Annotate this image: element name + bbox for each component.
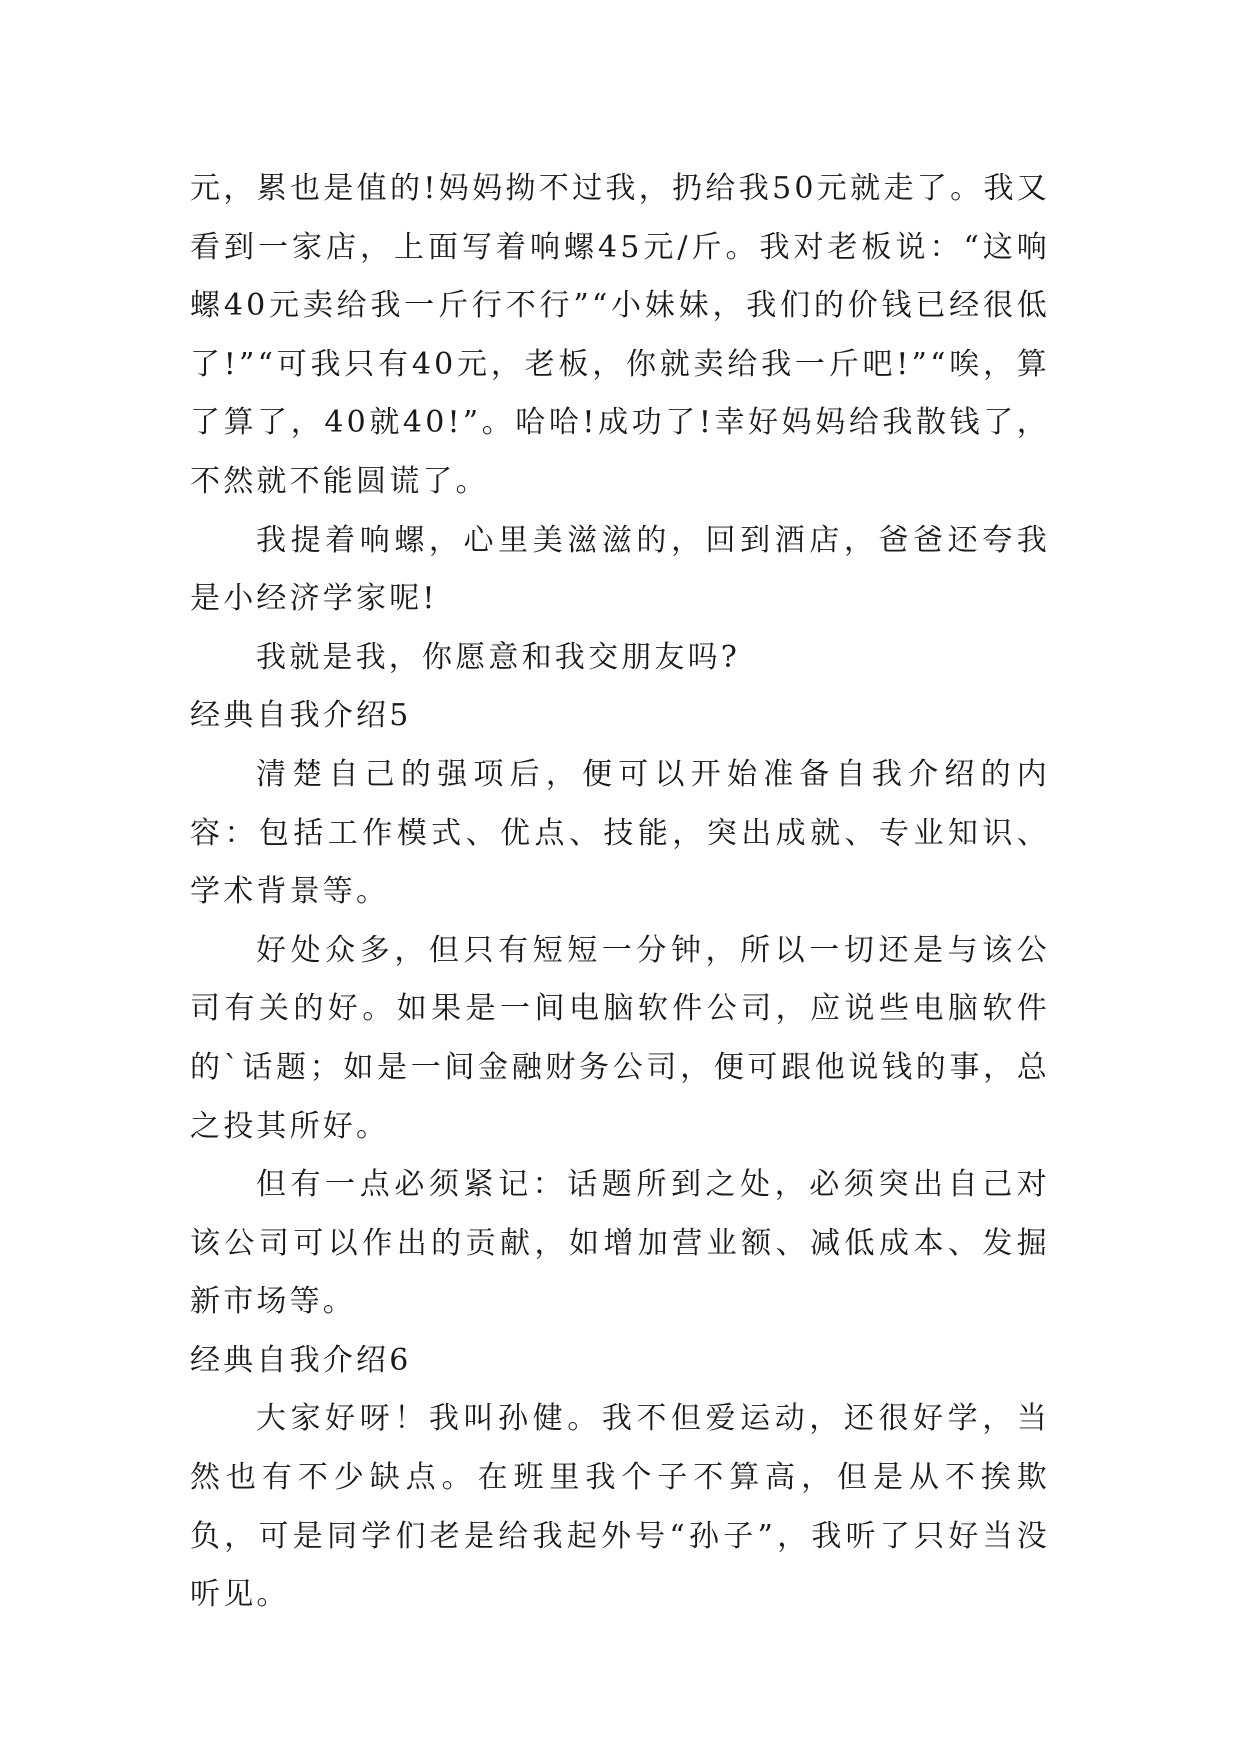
paragraph: 我就是我，你愿意和我交朋友吗? [256,639,741,675]
section-heading: 经典自我介绍6 [190,1342,412,1378]
paragraph: 好处众多，但只有短短一分钟，所以一切还是与该公司有关的好。如果是一间电脑软件公司，应说些电脑软件的`话题；如是一间金融财务公司，便可跟他说钱的事，总之投其所好。 [190,932,1050,1144]
section-heading: 经典自我介绍5 [190,698,412,734]
paragraph: 我提着响螺，心里美滋滋的，回到酒店，爸爸还夸我是小经济学家呢! [190,522,1050,617]
paragraph-continuation: 元，累也是值的!妈妈拗不过我，扔给我50元就走了。我又看到一家店，上面写着响螺45元/斤。我对老板说：“这响螺40元卖给我一斤行不行”“小妹妹，我们的价钱已经很低了!”“可我只有40元，老板，你就卖给我一斤吧!”“唉，算了算了，40就40!”。哈哈!成功了!幸好妈妈给我散钱了，不然就不能圆谎了。 [190,171,1050,499]
paragraph: 但有一点必须紧记：话题所到之处，必须突出自己对该公司可以作出的贡献，如增加营业额、减低成本、发掘新市场等。 [190,1167,1050,1320]
document-body [190,160,1050,1625]
paragraph: 大家好呀！我叫孙健。我不但爱运动，还很好学，当然也有不少缺点。在班里我个子不算高，但是从不挨欺负，可是同学们老是给我起外号“孙子”，我听了只好当没听见。 [190,1401,1050,1613]
paragraph: 清楚自己的强项后，便可以开始准备自我介绍的内容：包括工作模式、优点、技能，突出成就、专业知识、学术背景等。 [190,756,1050,910]
